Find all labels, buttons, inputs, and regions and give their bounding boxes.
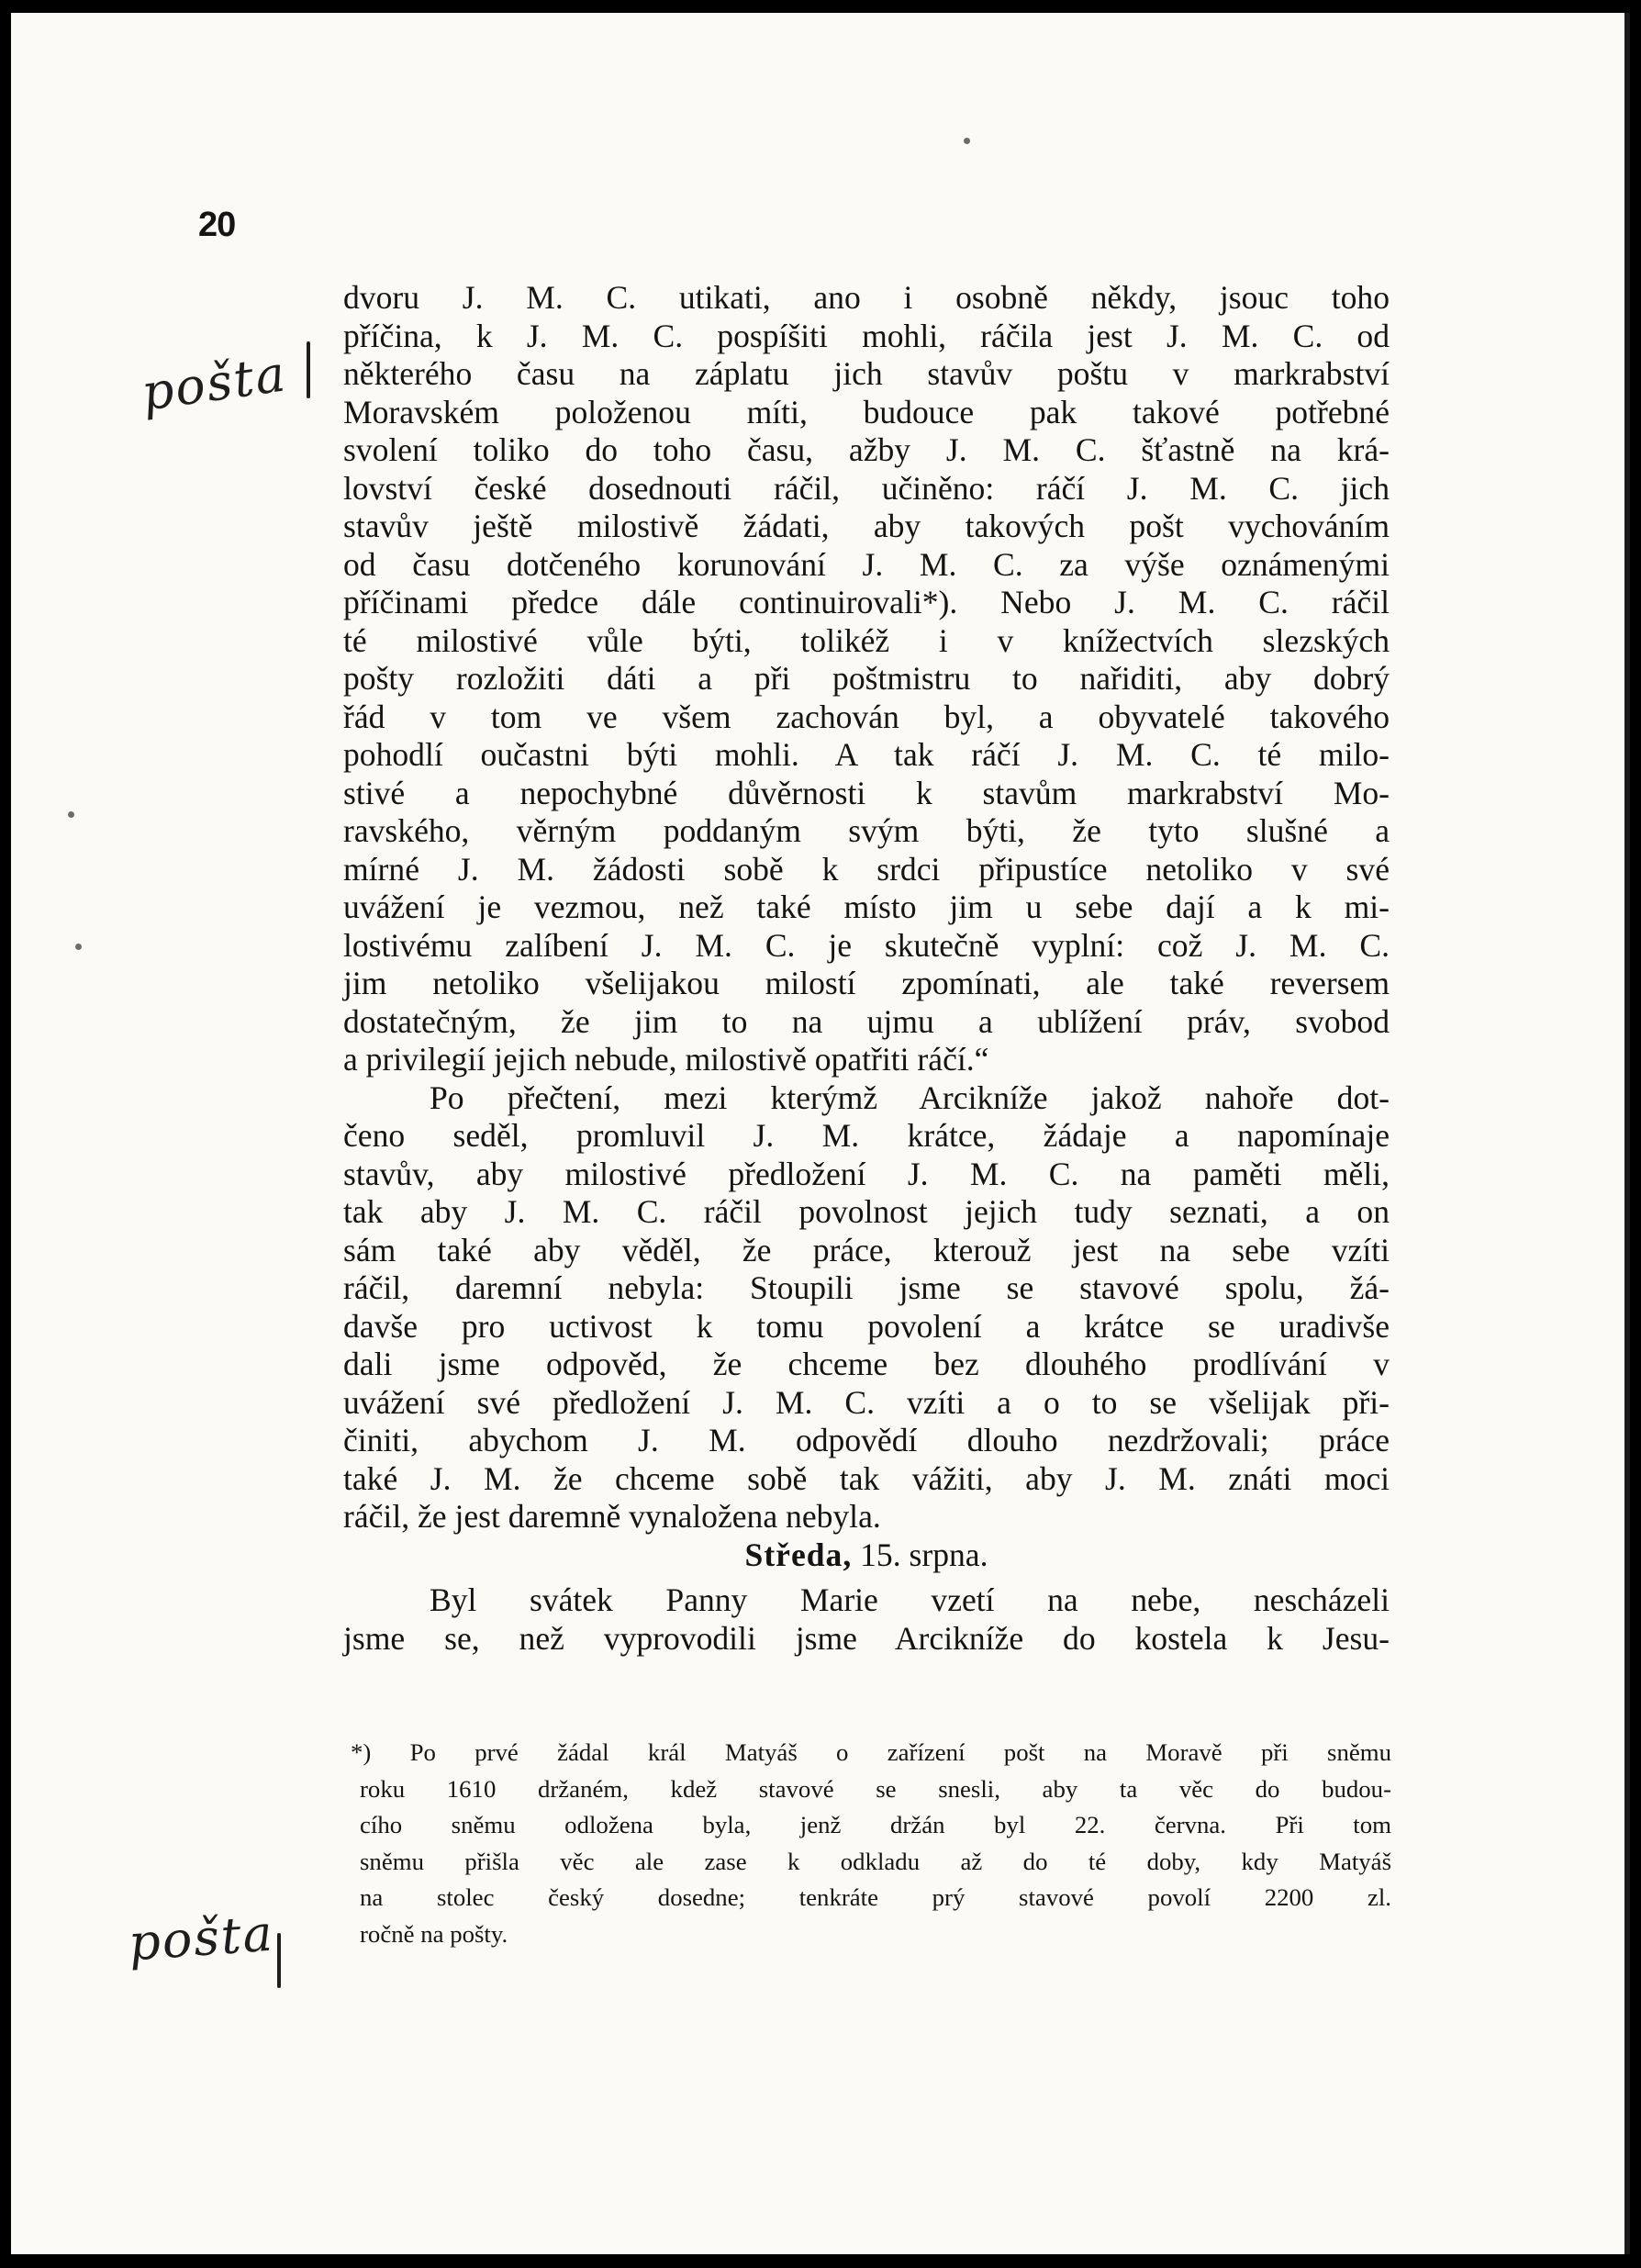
text-line: Moravském položenou míti, budouce pak takové potřebné xyxy=(343,393,1390,430)
text-line: příčina, k J. M. C. pospíšiti mohli, ráčila jest J. M. C. od xyxy=(343,317,1390,354)
text-line: ráčil, že jest daremně vynaložena nebyla. xyxy=(343,1498,881,1535)
text-line: některého času na záplatu jich stavův poštu v markrabství xyxy=(343,355,1390,392)
paragraph xyxy=(343,1079,1390,1536)
handwritten-margin-note: pošta xyxy=(126,1904,276,1972)
scan-speck xyxy=(75,944,82,950)
text-line: Po přečtení, mezi kterýmž Arcikníže jakož nahoře dot- xyxy=(430,1078,1390,1116)
text-line: mírné J. M. žádosti sobě k srdci připustíce netoliko v své xyxy=(343,850,1390,888)
text-line: stivé a nepochybné důvěrnosti k stavům markrabství Mo- xyxy=(343,774,1390,811)
text-line: svolení toliko do toho času, ažby J. M. C. šťastně na krá- xyxy=(343,431,1390,468)
text-line: sám také aby věděl, že práce, kterouž jest na sebe vzíti xyxy=(343,1231,1390,1268)
text-line: a privilegií jejich nebude, milostivě opatřiti ráčí.“ xyxy=(343,1041,989,1078)
text-line: činiti, abychom J. M. odpovědí dlouho nezdržovali; práce xyxy=(343,1422,1390,1458)
text-line: příčinami předce dále continuirovali*). Nebo J. M. C. ráčil xyxy=(343,584,1390,620)
text-line: tak aby J. M. C. ráčil povolnost jejich tudy seznati, a on xyxy=(343,1193,1390,1230)
paragraph xyxy=(343,1581,1390,1658)
footnote-line: roku 1610 držaném, kdež stavové se snesli, aby ta věc do budou- xyxy=(360,1774,1391,1803)
text-line: pošty rozložiti dáti a při poštmistru to nařiditi, aby dobrý xyxy=(343,660,1390,697)
text-line: jim netoliko všelijakou milostí zpomínati, ale také reversem xyxy=(343,965,1390,1001)
text-line: Byl svátek Panny Marie vzetí na nebe, nescházeli xyxy=(430,1581,1390,1618)
text-line: lostivému zalíbení J. M. C. je skutečně vyplní: což J. M. C. xyxy=(343,926,1390,964)
text-line: jsme se, než vyprovodili jsme Arcikníže do kostela k Jesu- xyxy=(343,1619,1390,1657)
text-line: uvážení své předložení J. M. C. vzíti a o to se všelijak při- xyxy=(343,1383,1390,1421)
page-sheet xyxy=(11,13,1630,2254)
day-heading-day: Středa, xyxy=(744,1536,853,1573)
text-line: dvoru J. M. C. utikati, ano i osobně někdy, jsouc toho xyxy=(343,279,1390,316)
day-heading xyxy=(343,1536,1390,1575)
main-text xyxy=(343,279,1390,1658)
text-line: té milostivé vůle býti, tolikéž i v knížectvích slezských xyxy=(343,621,1390,659)
paragraph xyxy=(343,279,1390,1079)
text-line: uvážení je vezmou, než také místo jim u sebe dají a k mi- xyxy=(343,888,1390,925)
page-number: 20 xyxy=(198,206,236,244)
text-line: davše pro uctivost k tomu povolení a krátce se uradivše xyxy=(343,1307,1390,1345)
text-line: ráčil, daremní nebyla: Stoupili jsme se stavové spolu, žá- xyxy=(343,1269,1390,1306)
text-line: stavův, aby milostivé předložení J. M. C. na paměti měli, xyxy=(343,1155,1390,1192)
text-line: pohodlí oučastni býti mohli. A tak ráčí J. M. C. té milo- xyxy=(343,736,1390,773)
footnote-line: sněmu přišla věc ale zase k odkladu až do té doby, kdy Matyáš xyxy=(360,1847,1391,1875)
footnote-line: ročně na pošty. xyxy=(360,1919,508,1948)
handwritten-margin-note: pošta xyxy=(138,344,291,422)
footnote xyxy=(351,1735,1391,1952)
footnote-line: *) Po prvé žádal král Matyáš o zařízení pošt na Moravě při sněmu xyxy=(351,1738,1391,1766)
handwritten-margin-bar xyxy=(277,1933,281,1988)
text-line: také J. M. že chceme sobě tak vážiti, aby J. M. znáti moci xyxy=(343,1459,1390,1497)
text-line: čeno seděl, promluvil J. M. krátce, žádaje a napomínaje xyxy=(343,1117,1390,1154)
day-heading-date: 15. srpna. xyxy=(860,1536,988,1573)
handwritten-margin-bar xyxy=(307,341,310,398)
text-line: od času dotčeného korunování J. M. C. za výše oznámenými xyxy=(343,545,1390,583)
text-line: ravského, věrným poddaným svým býti, že tyto slušné a xyxy=(343,812,1390,849)
text-line: řád v tom ve všem zachován byl, a obyvatelé takového xyxy=(343,698,1390,735)
footnote-line: cího sněmu odložena byla, jenž držán byl 22. června. Při tom xyxy=(360,1811,1391,1838)
text-line: dali jsme odpověd, že chceme bez dlouhého prodlívání v xyxy=(343,1346,1390,1382)
text-line: stavův ještě milostivě žádati, aby takových pošt vychováním xyxy=(343,508,1390,544)
scan-speck xyxy=(68,811,74,818)
footnote-line: na stolec český dosedne; tenkráte prý stavové povolí 2200 zl. xyxy=(360,1883,1391,1911)
text-line: dostatečným, že jim to na ujmu a ublížení práv, svobod xyxy=(343,1002,1390,1040)
text-line: lovství české dosednouti ráčil, učiněno: ráčí J. M. C. jich xyxy=(343,469,1390,507)
scan-speck xyxy=(964,138,970,144)
